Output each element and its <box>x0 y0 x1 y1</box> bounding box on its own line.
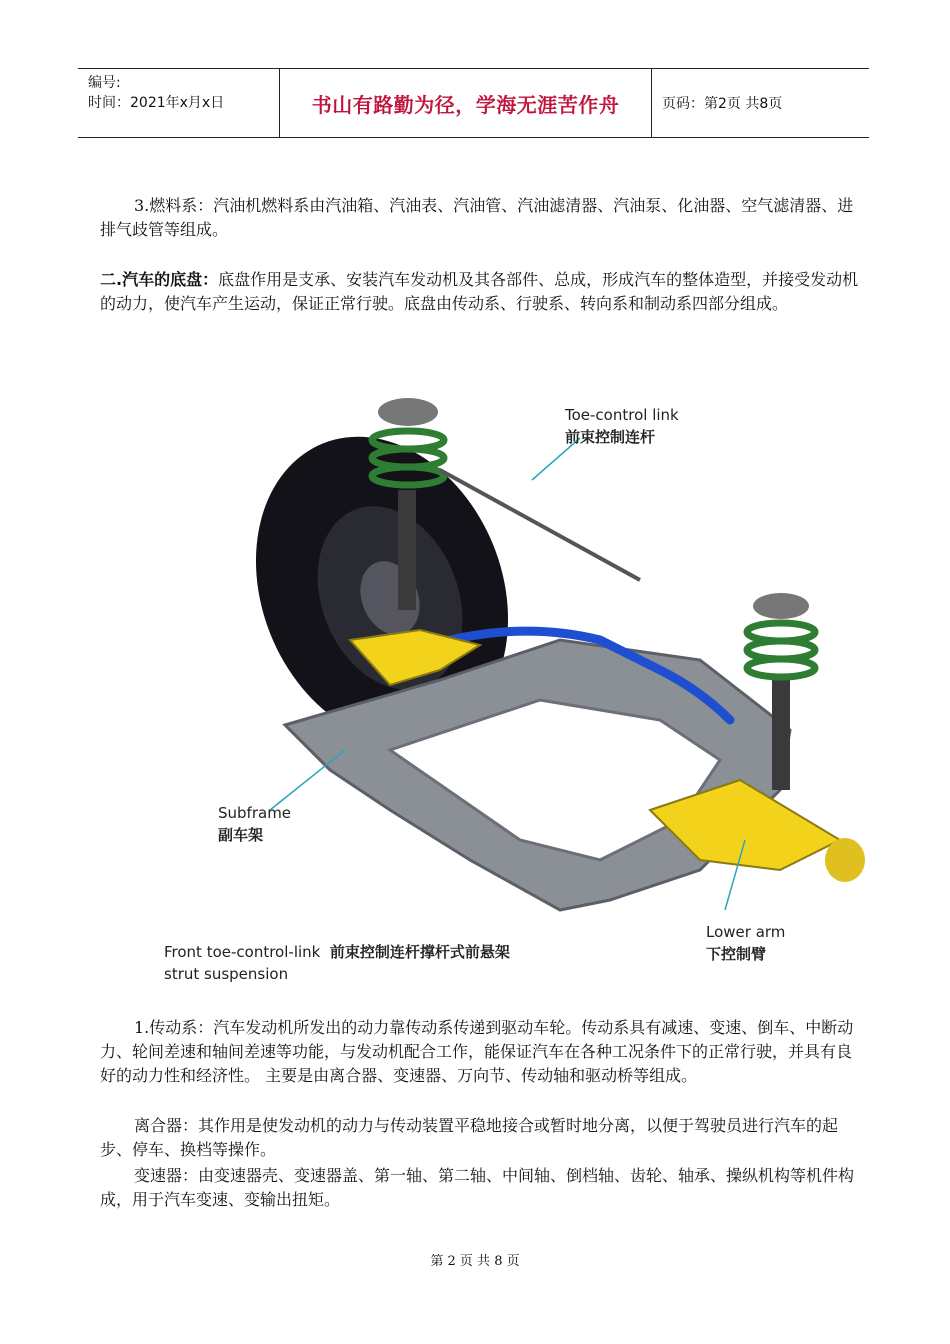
figure-caption <box>164 941 510 985</box>
page-header <box>78 68 869 138</box>
label-subframe <box>218 802 291 846</box>
document-time-label: 时间：2021年x月x日 <box>88 95 225 111</box>
caption-chinese: 前束控制连杆撑杆式前悬架 <box>329 943 510 961</box>
caption-english-line2: strut suspension <box>164 965 289 983</box>
label-toe-control-link <box>565 404 679 448</box>
document-number-label: 编号: <box>88 75 121 91</box>
paragraph-clutch: 离合器：其作用是使发动机的动力与传动装置平稳地接合或暂时地分离，以便于驾驶员进行汽车的起步、停车、换档等操作。 <box>100 1116 839 1159</box>
left-strut-mount-shape <box>378 398 438 426</box>
label-subframe-en: Subframe <box>218 804 292 822</box>
caption-english-line1: Front toe-control-link <box>164 943 321 961</box>
chassis-text: 底盘作用是支承、安装汽车发动机及其各部件、总成，形成汽车的整体造型，并接受发动机的动力，使汽车产生运动，保证正常行驶。底盘由传动系、行驶系、转向系和制动系四部分组成。 <box>100 270 859 313</box>
paragraph-transmission: 1.传动系：汽车发动机所发出的动力靠传动系传递到驱动车轮。传动系具有减速、变速、倒车、中断动力、轮间差速和轴间差速等功能，与发动机配合工作，能保证汽车在各种工况条件下的正常行驶，并具有良好的动力性和经济性。 主要是由离合器、变速器、万向节、传动轴和驱动桥等组成。 <box>100 1018 854 1085</box>
paragraph-gearbox: 变速器：由变速器壳、变速器盖、第一轴、第二轴、中间轴、倒档轴、齿轮、轴承、操纵机构等机件构成，用于汽车变速、变输出扭矩。 <box>100 1166 855 1209</box>
header-slogan: 书山有路勤为径，学海无涯苦作舟 <box>280 69 652 137</box>
label-toe-control-link-en: Toe-control link <box>565 406 679 424</box>
left-strut-shape <box>398 490 416 610</box>
label-subframe-cn: 副车架 <box>218 826 264 844</box>
right-strut-mount-shape <box>753 593 809 619</box>
label-lower-arm-en: Lower arm <box>706 923 786 941</box>
page-footer: 第 2 页 共 8 页 <box>430 1254 520 1269</box>
paragraph-chassis <box>100 268 860 316</box>
right-strut-shape <box>772 680 790 790</box>
header-left-cell <box>78 69 280 137</box>
chassis-heading: 二.汽车的底盘： <box>100 270 219 289</box>
subframe-leader-line <box>270 750 345 810</box>
suspension-illustration <box>140 340 904 994</box>
header-page-info: 页码：第2页 共8页 <box>662 96 783 112</box>
right-spring-shape <box>747 623 815 677</box>
label-toe-control-link-cn: 前束控制连杆 <box>565 428 656 446</box>
label-lower-arm <box>706 921 785 965</box>
label-lower-arm-cn: 下控制臂 <box>706 945 767 963</box>
right-knuckle-shape <box>825 838 865 882</box>
suspension-figure <box>140 340 904 994</box>
paragraph-fuel-system: 3.燃料系：汽油机燃料系由汽油箱、汽油表、汽油管、汽油滤清器、汽油泵、化油器、空气滤清器、进排气歧管等组成。 <box>100 196 854 239</box>
